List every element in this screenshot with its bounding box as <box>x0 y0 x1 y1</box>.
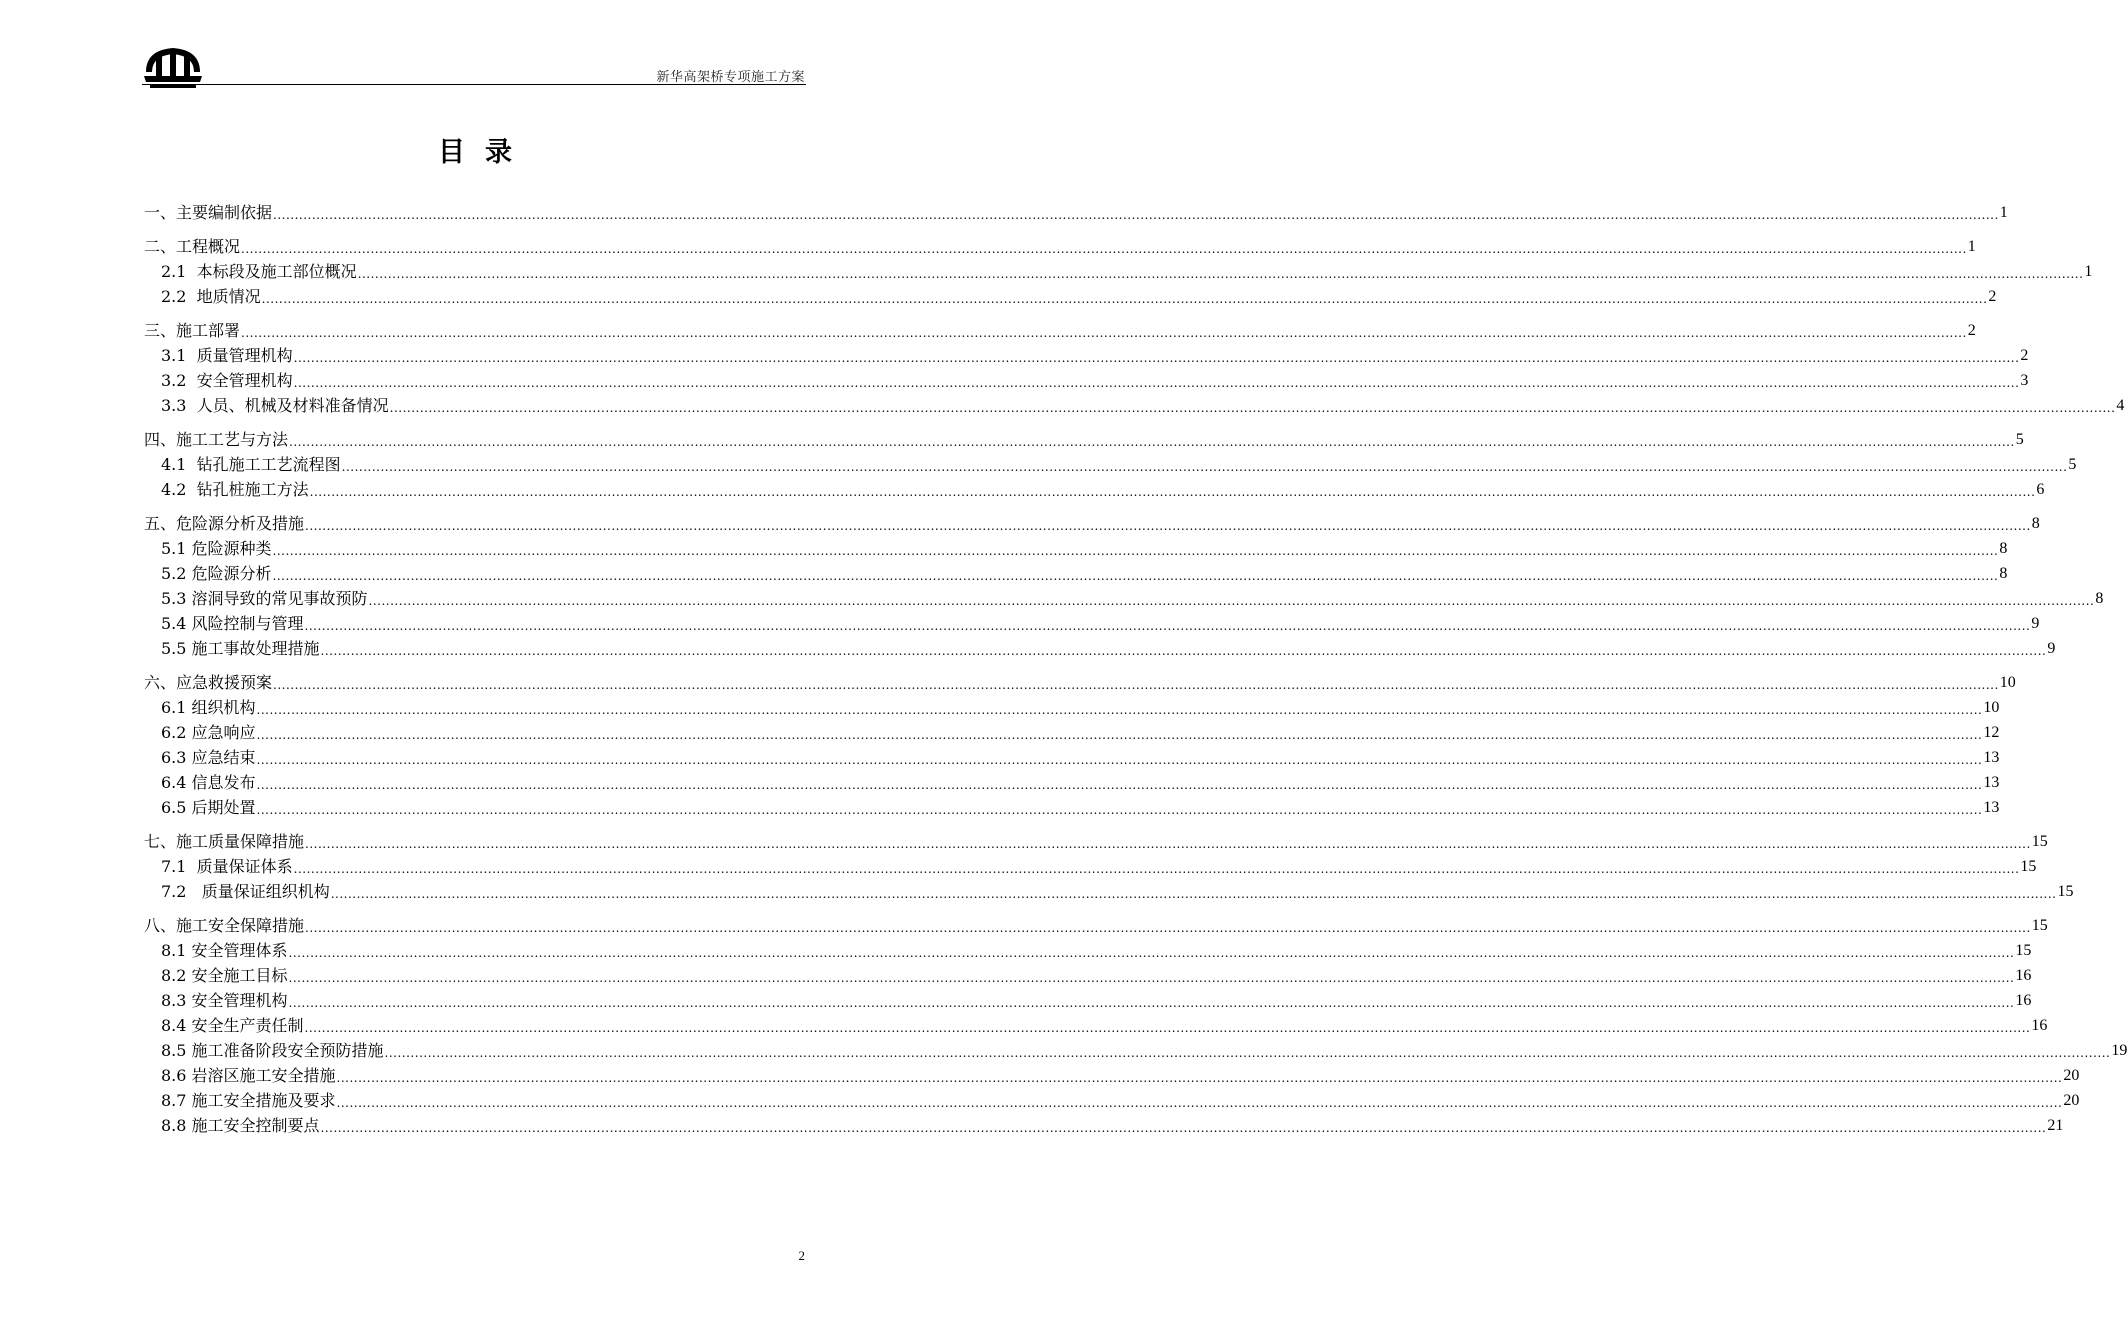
toc-section-entry[interactable] <box>144 561 2008 586</box>
toc-entry-label: 七、施工质量保障措施 <box>144 832 305 851</box>
toc-section-entry[interactable] <box>144 938 2032 963</box>
toc-entry-label: 一、主要编制依据 <box>144 203 273 222</box>
toc-section-entry[interactable] <box>144 586 2104 611</box>
toc-entry-label: 6.1 组织机构 <box>161 698 256 717</box>
header-rule <box>142 84 806 85</box>
toc-entry-page: 9 <box>2047 640 2056 657</box>
toc-entry-label: 6.3 应急结束 <box>161 748 256 767</box>
toc-entry-page: 1 <box>1999 204 2008 221</box>
toc-entry-page: 13 <box>1983 749 2000 766</box>
toc-entry-label: 5.1 危险源种类 <box>161 539 272 558</box>
toc-entry-page: 9 <box>2031 615 2040 632</box>
toc-entry-page: 5 <box>2015 431 2024 448</box>
toc-entry-label: 5.4 风险控制与管理 <box>161 614 304 633</box>
toc-entry-label: 五、危险源分析及措施 <box>144 514 305 533</box>
toc-entry-label: 八、施工安全保障措施 <box>144 916 305 935</box>
toc-entry-page: 15 <box>2031 833 2048 850</box>
toc-entry-page: 2 <box>1988 288 1997 305</box>
toc-dot-leader: ................................................................................................................................................................................................................................................................................................................................................................................................................ <box>272 544 1999 558</box>
toc-dot-leader: ................................................................................................................................................................................................................................................................................................................................................................................................................ <box>336 1071 2063 1085</box>
toc-entry-label: 3.1 质量管理机构 <box>161 346 293 365</box>
toc-section-entry[interactable] <box>144 745 2000 770</box>
toc-dot-leader: ................................................................................................................................................................................................................................................................................................................................................................................................................ <box>288 971 2015 985</box>
toc-dot-leader: ................................................................................................................................................................................................................................................................................................................................................................................................................ <box>305 921 2031 935</box>
toc-entry-page: 15 <box>2057 883 2074 900</box>
toc-chapter-entry[interactable] <box>144 427 2024 452</box>
toc-entry-label: 8.6 岩溶区施工安全措施 <box>161 1066 336 1085</box>
toc-entry-page: 10 <box>1983 699 2000 716</box>
toc-entry-label: 6.5 后期处置 <box>161 798 256 817</box>
toc-chapter-entry[interactable] <box>144 234 1976 259</box>
toc-section-entry[interactable] <box>144 1063 2080 1088</box>
toc-dot-leader: ................................................................................................................................................................................................................................................................................................................................................................................................................ <box>256 728 1983 742</box>
toc-dot-leader: ................................................................................................................................................................................................................................................................................................................................................................................................................ <box>293 376 2020 390</box>
toc-entry-page: 12 <box>1983 724 2000 741</box>
toc-section-entry[interactable] <box>144 636 2056 661</box>
toc-entry-label: 5.5 施工事故处理措施 <box>161 639 320 658</box>
toc-dot-leader: ................................................................................................................................................................................................................................................................................................................................................................................................................ <box>330 887 2057 901</box>
toc-section-entry[interactable] <box>144 1113 2064 1138</box>
page-title: 目录 <box>438 137 532 168</box>
toc-entry-page: 2 <box>2020 347 2029 364</box>
toc-section-entry[interactable] <box>144 1013 2048 1038</box>
toc-section-entry[interactable] <box>144 477 2045 502</box>
toc-dot-leader: ................................................................................................................................................................................................................................................................................................................................................................................................................ <box>336 1096 2063 1110</box>
toc-chapter-entry[interactable] <box>144 318 1976 343</box>
toc-entry-page: 13 <box>1983 774 2000 791</box>
toc-entry-label: 8.4 安全生产责任制 <box>161 1016 304 1035</box>
toc-section-entry[interactable] <box>144 963 2032 988</box>
toc-dot-leader: ................................................................................................................................................................................................................................................................................................................................................................................................................ <box>256 803 1983 817</box>
toc-entry-page: 15 <box>2015 942 2032 959</box>
toc-dot-leader: ................................................................................................................................................................................................................................................................................................................................................................................................................ <box>261 292 1988 306</box>
toc-entry-page: 6 <box>2036 481 2045 498</box>
toc-entry-page: 8 <box>1999 540 2008 557</box>
toc-dot-leader: ................................................................................................................................................................................................................................................................................................................................................................................................................ <box>305 519 2031 533</box>
toc-section-entry[interactable] <box>144 393 2125 418</box>
toc-entry-page: 20 <box>2063 1092 2080 1109</box>
toc-dot-leader: ................................................................................................................................................................................................................................................................................................................................................................................................................ <box>256 703 1983 717</box>
toc-entry-page: 20 <box>2063 1067 2080 1084</box>
toc-entry-label: 六、应急救援预案 <box>144 673 273 692</box>
toc-section-entry[interactable] <box>144 720 2000 745</box>
toc-entry-page: 8 <box>2031 515 2040 532</box>
toc-entry-page: 13 <box>1983 799 2000 816</box>
toc-entry-label: 8.7 施工安全措施及要求 <box>161 1091 336 1110</box>
toc-dot-leader: ................................................................................................................................................................................................................................................................................................................................................................................................................ <box>288 946 2015 960</box>
toc-section-entry[interactable] <box>144 259 2093 284</box>
toc-entry-label: 6.4 信息发布 <box>161 773 256 792</box>
toc-dot-leader: ................................................................................................................................................................................................................................................................................................................................................................................................................ <box>304 619 2031 633</box>
toc-section-entry[interactable] <box>144 1088 2080 1113</box>
toc-dot-leader: ................................................................................................................................................................................................................................................................................................................................................................................................................ <box>341 460 2068 474</box>
toc-entry-page: 16 <box>2015 967 2032 984</box>
toc-chapter-entry[interactable] <box>144 829 2048 854</box>
toc-dot-leader: ................................................................................................................................................................................................................................................................................................................................................................................................................ <box>272 569 1999 583</box>
toc-chapter-entry[interactable] <box>144 913 2048 938</box>
toc-chapter-entry[interactable] <box>144 200 2008 225</box>
header-title: 新华高架桥专项施工方案 <box>656 70 805 85</box>
toc-dot-leader: ................................................................................................................................................................................................................................................................................................................................................................................................................ <box>305 837 2031 851</box>
toc-dot-leader: ................................................................................................................................................................................................................................................................................................................................................................................................................ <box>320 644 2047 658</box>
toc-entry-page: 8 <box>1999 565 2008 582</box>
toc-section-entry[interactable] <box>144 879 2074 904</box>
toc-entry-label: 8.8 施工安全控制要点 <box>161 1116 320 1135</box>
toc-section-entry[interactable] <box>144 988 2032 1013</box>
toc-entry-page: 10 <box>1999 674 2016 691</box>
toc-entry-label: 5.2 危险源分析 <box>161 564 272 583</box>
company-logo-icon <box>142 42 204 90</box>
toc-entry-label: 8.3 安全管理机构 <box>161 991 288 1010</box>
toc-dot-leader: ................................................................................................................................................................................................................................................................................................................................................................................................................ <box>273 678 1999 692</box>
toc-entry-page: 8 <box>2095 590 2104 607</box>
page-number: 2 <box>798 1248 805 1263</box>
toc-dot-leader: ................................................................................................................................................................................................................................................................................................................................................................................................................ <box>288 996 2015 1010</box>
toc-section-entry[interactable] <box>144 770 2000 795</box>
toc-dot-leader: ................................................................................................................................................................................................................................................................................................................................................................................................................ <box>304 1021 2031 1035</box>
toc-entry-label: 7.2 质量保证组织机构 <box>161 882 330 901</box>
toc-dot-leader: ................................................................................................................................................................................................................................................................................................................................................................................................................ <box>256 778 1983 792</box>
toc-entry-page: 16 <box>2015 992 2032 1009</box>
toc-entry-label: 3.3 人员、机械及材料准备情况 <box>161 396 389 415</box>
toc-section-entry[interactable] <box>144 795 2000 820</box>
toc-section-entry[interactable] <box>144 695 2000 720</box>
toc-section-entry[interactable] <box>144 343 2029 368</box>
toc-entry-page: 15 <box>2020 858 2037 875</box>
toc-chapter-entry[interactable] <box>144 511 2040 536</box>
toc-entry-label: 4.2 钻孔桩施工方法 <box>161 480 309 499</box>
toc-entry-label: 8.2 安全施工目标 <box>161 966 288 985</box>
toc-entry-label: 2.1 本标段及施工部位概况 <box>161 262 357 281</box>
toc-dot-leader: ................................................................................................................................................................................................................................................................................................................................................................................................................ <box>256 753 1983 767</box>
toc-dot-leader: ................................................................................................................................................................................................................................................................................................................................................................................................................ <box>368 594 2095 608</box>
toc-section-entry[interactable] <box>144 1038 2127 1063</box>
toc-entry-label: 4.1 钻孔施工工艺流程图 <box>161 455 341 474</box>
toc-dot-leader: ................................................................................................................................................................................................................................................................................................................................................................................................................ <box>309 485 2036 499</box>
toc-section-entry[interactable] <box>144 611 2040 636</box>
toc-entry-page: 19 <box>2111 1042 2127 1059</box>
toc-dot-leader: ................................................................................................................................................................................................................................................................................................................................................................................................................ <box>241 242 1967 256</box>
toc-section-entry[interactable] <box>144 452 2077 477</box>
toc-entry-page: 3 <box>2020 372 2029 389</box>
toc-entry-page: 4 <box>2116 397 2125 414</box>
toc-entry-label: 2.2 地质情况 <box>161 287 261 306</box>
toc-dot-leader: ................................................................................................................................................................................................................................................................................................................................................................................................................ <box>384 1046 2111 1060</box>
toc-entry-label: 6.2 应急响应 <box>161 723 256 742</box>
toc-entry-page: 16 <box>2031 1017 2048 1034</box>
toc-entry-page: 1 <box>2084 263 2093 280</box>
toc-entry-label: 8.1 安全管理体系 <box>161 941 288 960</box>
toc-entry-label: 三、施工部署 <box>144 321 241 340</box>
toc-entry-label: 7.1 质量保证体系 <box>161 857 293 876</box>
toc-dot-leader: ................................................................................................................................................................................................................................................................................................................................................................................................................ <box>241 326 1967 340</box>
toc-entry-label: 5.3 溶洞导致的常见事故预防 <box>161 589 368 608</box>
toc-entry-label: 四、施工工艺与方法 <box>144 430 289 449</box>
toc-entry-page: 1 <box>1967 238 1976 255</box>
toc-section-entry[interactable] <box>144 854 2037 879</box>
toc-section-entry[interactable] <box>144 368 2029 393</box>
toc-dot-leader: ................................................................................................................................................................................................................................................................................................................................................................................................................ <box>293 351 2020 365</box>
toc-dot-leader: ................................................................................................................................................................................................................................................................................................................................................................................................................ <box>273 208 1999 222</box>
toc-entry-label: 8.5 施工准备阶段安全预防措施 <box>161 1041 384 1060</box>
toc-entry-page: 2 <box>1967 322 1976 339</box>
toc-section-entry[interactable] <box>144 284 1997 309</box>
toc-entry-label: 二、工程概况 <box>144 237 241 256</box>
table-of-contents <box>144 200 2127 1138</box>
toc-entry-label: 3.2 安全管理机构 <box>161 371 293 390</box>
toc-dot-leader: ................................................................................................................................................................................................................................................................................................................................................................................................................ <box>293 862 2020 876</box>
toc-entry-page: 5 <box>2068 456 2077 473</box>
toc-entry-page: 15 <box>2031 917 2048 934</box>
toc-dot-leader: ................................................................................................................................................................................................................................................................................................................................................................................................................ <box>320 1121 2047 1135</box>
toc-entry-page: 21 <box>2047 1117 2064 1134</box>
toc-dot-leader: ................................................................................................................................................................................................................................................................................................................................................................................................................ <box>357 267 2084 281</box>
toc-dot-leader: ................................................................................................................................................................................................................................................................................................................................................................................................................ <box>389 401 2116 415</box>
toc-section-entry[interactable] <box>144 536 2008 561</box>
toc-dot-leader: ................................................................................................................................................................................................................................................................................................................................................................................................................ <box>289 435 2015 449</box>
toc-chapter-entry[interactable] <box>144 670 2016 695</box>
